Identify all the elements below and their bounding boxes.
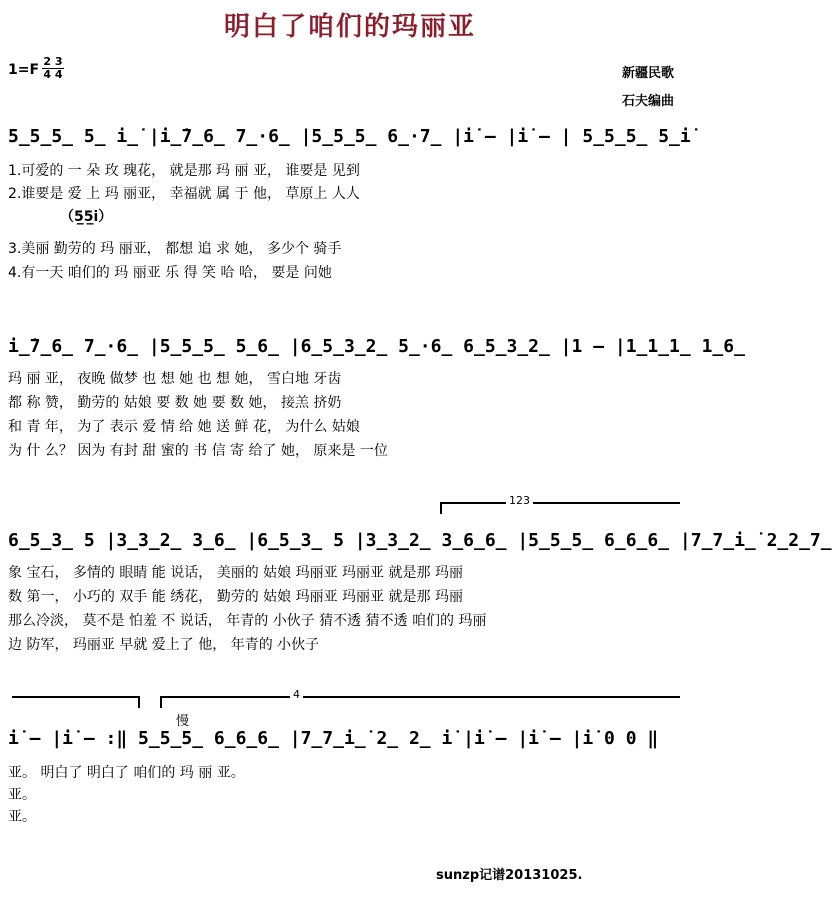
tempo-mark: 慢 [176, 714, 190, 729]
notation-row-2: i̲̇7̲6̲ 7̲·6̲ |5̲5̲5̲ 5̲6̲ |6̲5̲3̲2̲ 5̲·6̲ 6̲5̲3̲2̲ |1 – |1̲1̲1̲ 1̲6̲ [8, 336, 745, 357]
lyric-row-3-verse-1: 象 宝石， 多情的 眼睛 能 说话， 美丽的 姑娘 玛丽亚 玛丽亚 就是那 玛丽 [8, 565, 463, 581]
volta-123-label: 123 [506, 494, 533, 507]
lyric-row-2-verse-2: 都 称 赞， 勤劳的 姑娘 要 数 她 要 数 她， 接羔 挤奶 [8, 395, 342, 411]
lyric-row-4-verse-3: 亚。 [8, 809, 36, 825]
time-signature-top: 2 3 [43, 55, 63, 68]
volta-4-line [160, 696, 680, 698]
time-signature [40, 56, 66, 81]
notation-row-4: i̇ – |i̇ – :‖ 5̲5̲5̲ 6̲6̲6̲ |7̲7̲i̲̇ 2̲ 2̲ i̇ |i̇ – |i̇ – |i̇ 0 0 ‖ [8, 728, 659, 749]
volta-first-ending-line [12, 696, 140, 698]
lyric-row-4-verse-1: 亚。 明白了 明白了 咱们的 玛 丽 亚。 [8, 765, 245, 781]
transcriber-credit: sunzp记谱20131025. [436, 868, 583, 883]
volta-4-label: 4 [290, 688, 303, 701]
time-signature-bottom: 4 4 [43, 68, 63, 81]
lyric-row-4-verse-2: 亚。 [8, 787, 36, 803]
lyric-row-1-verse-3: 3.美丽 勤劳的 玛 丽亚， 都想 追 求 她， 多少个 骑手 [8, 241, 342, 257]
lyric-row-2-verse-3: 和 青 年， 为了 表示 爱 情 给 她 送 鲜 花， 为什么 姑娘 [8, 419, 360, 435]
volta-first-ending-hook [138, 696, 140, 708]
lyric-row-1-verse-4: 4.有一天 咱们的 玛 丽亚 乐 得 笑 哈 哈， 要是 问她 [8, 265, 332, 281]
lyric-row-1-verse-1: 1.可爱的 一 朵 玫 瑰花， 就是那 玛 丽 亚， 谁要是 见到 [8, 163, 360, 179]
notation-row-1: 5̲5̲5̲ 5̲ i̲̇ |i̲̇7̲6̲ 7̲·6̲ |5̲5̲5̲ 6̲·7̲ |i̇ – |i̇ – | 5̲5̲5̲ 5̲i̇ [8, 126, 691, 147]
lyric-row-1-verse-2: 2.谁要是 爱 上 玛 丽亚， 幸福就 属 于 他， 草原上 人人 [8, 186, 360, 202]
volta-123-line [440, 502, 680, 504]
credit-origin: 新疆民歌 [622, 66, 675, 81]
key-signature: 1=F [8, 62, 40, 78]
lyric-row-2-verse-4: 为 什 么？ 因为 有封 甜 蜜的 书 信 寄 给了 她， 原来是 一位 [8, 443, 388, 459]
lyric-row-2-verse-1: 玛 丽 亚， 夜晚 做梦 也 想 她 也 想 她， 雪白地 牙齿 [8, 371, 342, 387]
song-title: 明白了咱们的玛丽亚 [223, 12, 476, 42]
notation-row-3: 6̲5̲3̲ 5 |3̲3̲2̲ 3̲6̲ |6̲5̲3̲ 5 |3̲3̲2̲ 3̲6̲6̲ |5̲5̲5̲ 6̲6̲6̲ |7̲7̲i̲̇ 2̲2̲7̲ [8, 530, 832, 551]
volta-123-hook [440, 502, 442, 514]
credit-arranger: 石夫编曲 [622, 94, 675, 109]
volta-4-hook [160, 696, 162, 708]
lyric-row-1-alt-notes: （5̲5̲i̇） [60, 209, 113, 225]
lyric-row-3-verse-4: 边 防军， 玛丽亚 早就 爱上了 他， 年青的 小伙子 [8, 637, 320, 653]
lyric-row-3-verse-2: 数 第一， 小巧的 双手 能 绣花， 勤劳的 姑娘 玛丽亚 玛丽亚 就是那 玛丽 [8, 589, 463, 605]
lyric-row-3-verse-3: 那么冷淡， 莫不是 怕羞 不 说话， 年青的 小伙子 猜不透 猜不透 咱们的 玛丽 [8, 613, 487, 629]
